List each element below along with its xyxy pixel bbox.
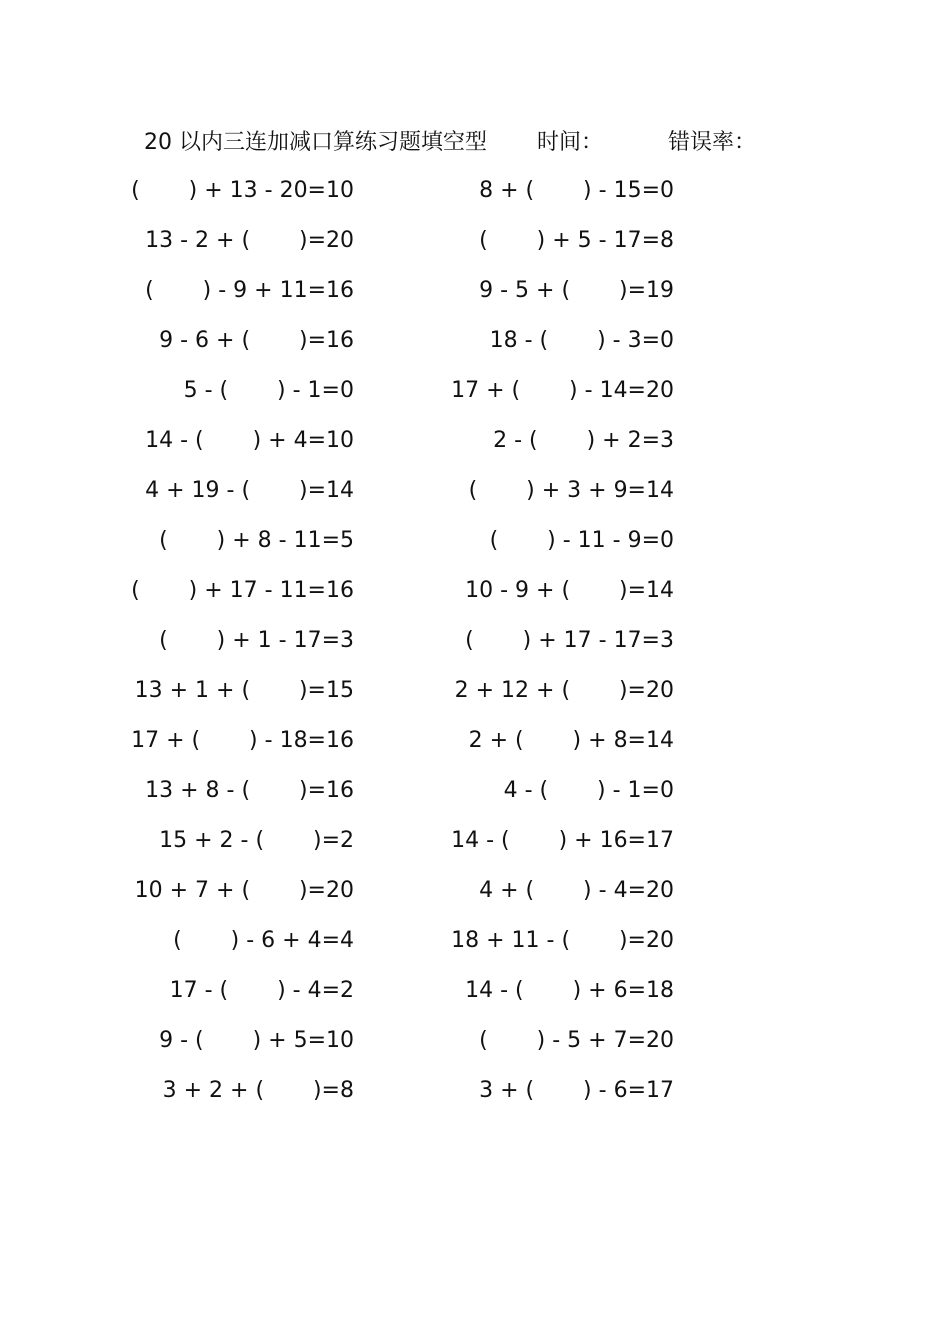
problem-left: 4 + 19 - ( )=14	[145, 478, 354, 503]
problem-left: 14 - ( ) + 4=10	[145, 428, 354, 453]
problem-row	[0, 874, 950, 908]
problem-right: 4 - ( ) - 1=0	[503, 778, 674, 803]
problem-row	[0, 324, 950, 358]
problem-row	[0, 774, 950, 808]
problem-left: ( ) + 1 - 17=3	[159, 628, 354, 653]
problem-row	[0, 924, 950, 958]
problem-right: 14 - ( ) + 16=17	[451, 828, 674, 853]
problem-row	[0, 224, 950, 258]
problem-row	[0, 524, 950, 558]
problem-row	[0, 424, 950, 458]
problem-row	[0, 174, 950, 208]
problem-left: 9 - ( ) + 5=10	[159, 1028, 354, 1053]
problem-right: ( ) - 5 + 7=20	[479, 1028, 674, 1053]
problem-right: 3 + ( ) - 6=17	[479, 1078, 674, 1103]
problem-row	[0, 974, 950, 1008]
problem-left: 15 + 2 - ( )=2	[159, 828, 354, 853]
problem-left: 13 + 8 - ( )=16	[145, 778, 354, 803]
problem-left: 13 + 1 + ( )=15	[134, 678, 354, 703]
time-label: 时间：	[537, 130, 604, 155]
problem-left: ( ) + 17 - 11=16	[131, 578, 354, 603]
problem-row	[0, 624, 950, 658]
problem-right: 2 + ( ) + 8=14	[468, 728, 674, 753]
worksheet-title: 20 以内三连加减口算练习题填空型	[144, 130, 487, 155]
problem-row	[0, 1024, 950, 1058]
problem-row	[0, 374, 950, 408]
problem-right: 4 + ( ) - 4=20	[479, 878, 674, 903]
error-rate-label: 错误率：	[668, 130, 757, 155]
problem-left: 3 + 2 + ( )=8	[162, 1078, 354, 1103]
problem-right: 10 - 9 + ( )=14	[465, 578, 674, 603]
problem-left: ( ) - 6 + 4=4	[173, 928, 354, 953]
problem-left: 5 - ( ) - 1=0	[183, 378, 354, 403]
problem-row	[0, 824, 950, 858]
problem-right: 18 - ( ) - 3=0	[489, 328, 674, 353]
problem-right: 18 + 11 - ( )=20	[451, 928, 674, 953]
problem-right: ( ) + 17 - 17=3	[465, 628, 674, 653]
problem-right: 9 - 5 + ( )=19	[479, 278, 674, 303]
problem-left: 9 - 6 + ( )=16	[159, 328, 354, 353]
problem-left: ( ) + 13 - 20=10	[131, 178, 354, 203]
problem-right: 2 + 12 + ( )=20	[454, 678, 674, 703]
problem-row	[0, 1074, 950, 1108]
problem-right: ( ) + 5 - 17=8	[479, 228, 674, 253]
problem-right: ( ) - 11 - 9=0	[489, 528, 674, 553]
problem-right: ( ) + 3 + 9=14	[468, 478, 674, 503]
problem-left: 17 - ( ) - 4=2	[169, 978, 354, 1003]
problem-left: ( ) + 8 - 11=5	[159, 528, 354, 553]
problem-left: 13 - 2 + ( )=20	[145, 228, 354, 253]
problem-row	[0, 674, 950, 708]
problem-left: ( ) - 9 + 11=16	[145, 278, 354, 303]
problem-right: 14 - ( ) + 6=18	[465, 978, 674, 1003]
problem-left: 10 + 7 + ( )=20	[134, 878, 354, 903]
problem-row	[0, 474, 950, 508]
problem-left: 17 + ( ) - 18=16	[131, 728, 354, 753]
worksheet-header	[0, 126, 950, 160]
problem-right: 8 + ( ) - 15=0	[479, 178, 674, 203]
problem-right: 2 - ( ) + 2=3	[493, 428, 674, 453]
problem-row	[0, 574, 950, 608]
problem-row	[0, 274, 950, 308]
problem-right: 17 + ( ) - 14=20	[451, 378, 674, 403]
problem-row	[0, 724, 950, 758]
